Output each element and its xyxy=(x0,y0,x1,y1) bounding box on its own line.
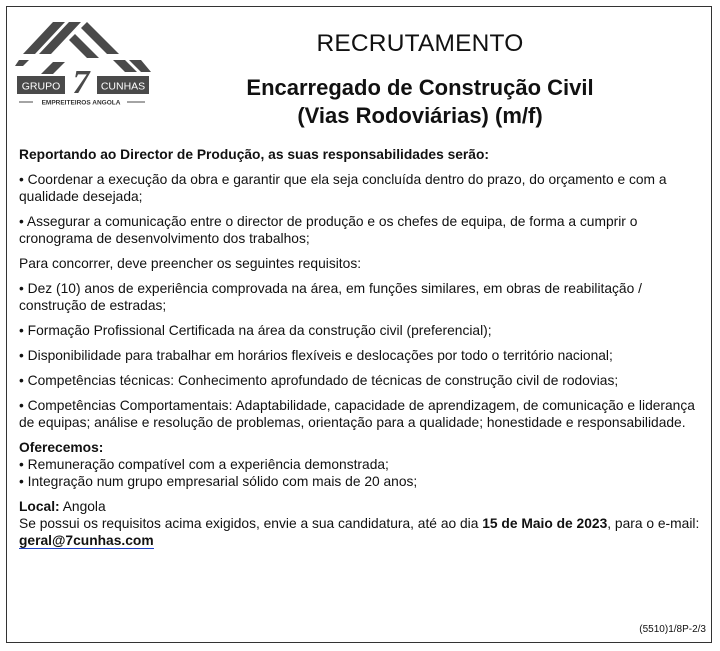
reference-code: (5510)1/8P-2/3 xyxy=(639,624,706,635)
requirement-item: • Dez (10) anos de experiência comprovada na área, em funções similares, em obras de reabilitação / construção de estradas; xyxy=(19,281,642,313)
logo-text-left: GRUPO xyxy=(21,80,61,93)
location-value: Angola xyxy=(59,499,106,514)
position-title-line1: Encarregado de Construção Civil xyxy=(246,75,594,100)
requirements-intro: Para concorrer, deve preencher os seguintes requisitos: xyxy=(19,256,362,271)
requirement-item: • Disponibilidade para trabalhar em horários flexíveis e deslocações por todo o território nacional; xyxy=(19,348,613,363)
application-text-before: Se possui os requisitos acima exigidos, envie a sua candidatura, até ao dia xyxy=(19,516,483,531)
company-logo xyxy=(13,20,153,108)
logo-text-right: CUNHAS xyxy=(100,80,146,93)
logo-tagline: EMPREITEIROS ANGOLA xyxy=(41,99,121,107)
requirement-item: • Competências técnicas: Conhecimento aprofundado de técnicas de construção civil de rodovias; xyxy=(19,373,619,388)
offer-item: • Integração num grupo empresarial sólido com mais de 20 anos; xyxy=(19,474,418,489)
responsibilities-intro: Reportando ao Director de Produção, as suas responsabilidades serão: xyxy=(19,147,489,162)
offer-item: • Remuneração compatível com a experiência demonstrada; xyxy=(19,457,389,472)
responsibility-item: • Coordenar a execução da obra e garantir que ela seja concluída dentro do prazo, do orçamento e com a qualidade desejada; xyxy=(19,172,667,204)
location-line xyxy=(19,498,709,515)
ad-body xyxy=(19,146,709,549)
application-text-after: , para o e-mail: xyxy=(607,516,700,531)
application-instructions xyxy=(19,515,709,549)
logo-number: 7 xyxy=(72,64,90,101)
responsibility-item: • Assegurar a comunicação entre o director de produção e os chefes de equipa, de forma a cumprir o cronograma de desenvolvimento dos trabalhos; xyxy=(19,214,638,246)
location-label: Local: xyxy=(19,499,60,514)
requirement-item: • Formação Profissional Certificada na área da construção civil (preferencial); xyxy=(19,323,492,338)
requirement-item: • Competências Comportamentais: Adaptabilidade, capacidade de aprendizagem, de comunicação e liderança de equipas; análise e resolução de problemas, orientação para a qualidade; honestidade e responsabilidade. xyxy=(19,398,695,430)
offer-title: Oferecemos: xyxy=(19,440,104,455)
email-link[interactable]: geral@7cunhas.com xyxy=(19,533,154,548)
application-deadline: 15 de Maio de 2023 xyxy=(482,516,608,531)
page-title: RECRUTAMENTO xyxy=(316,30,524,57)
position-title-line2: (Vias Rodoviárias) (m/f) xyxy=(297,103,543,128)
